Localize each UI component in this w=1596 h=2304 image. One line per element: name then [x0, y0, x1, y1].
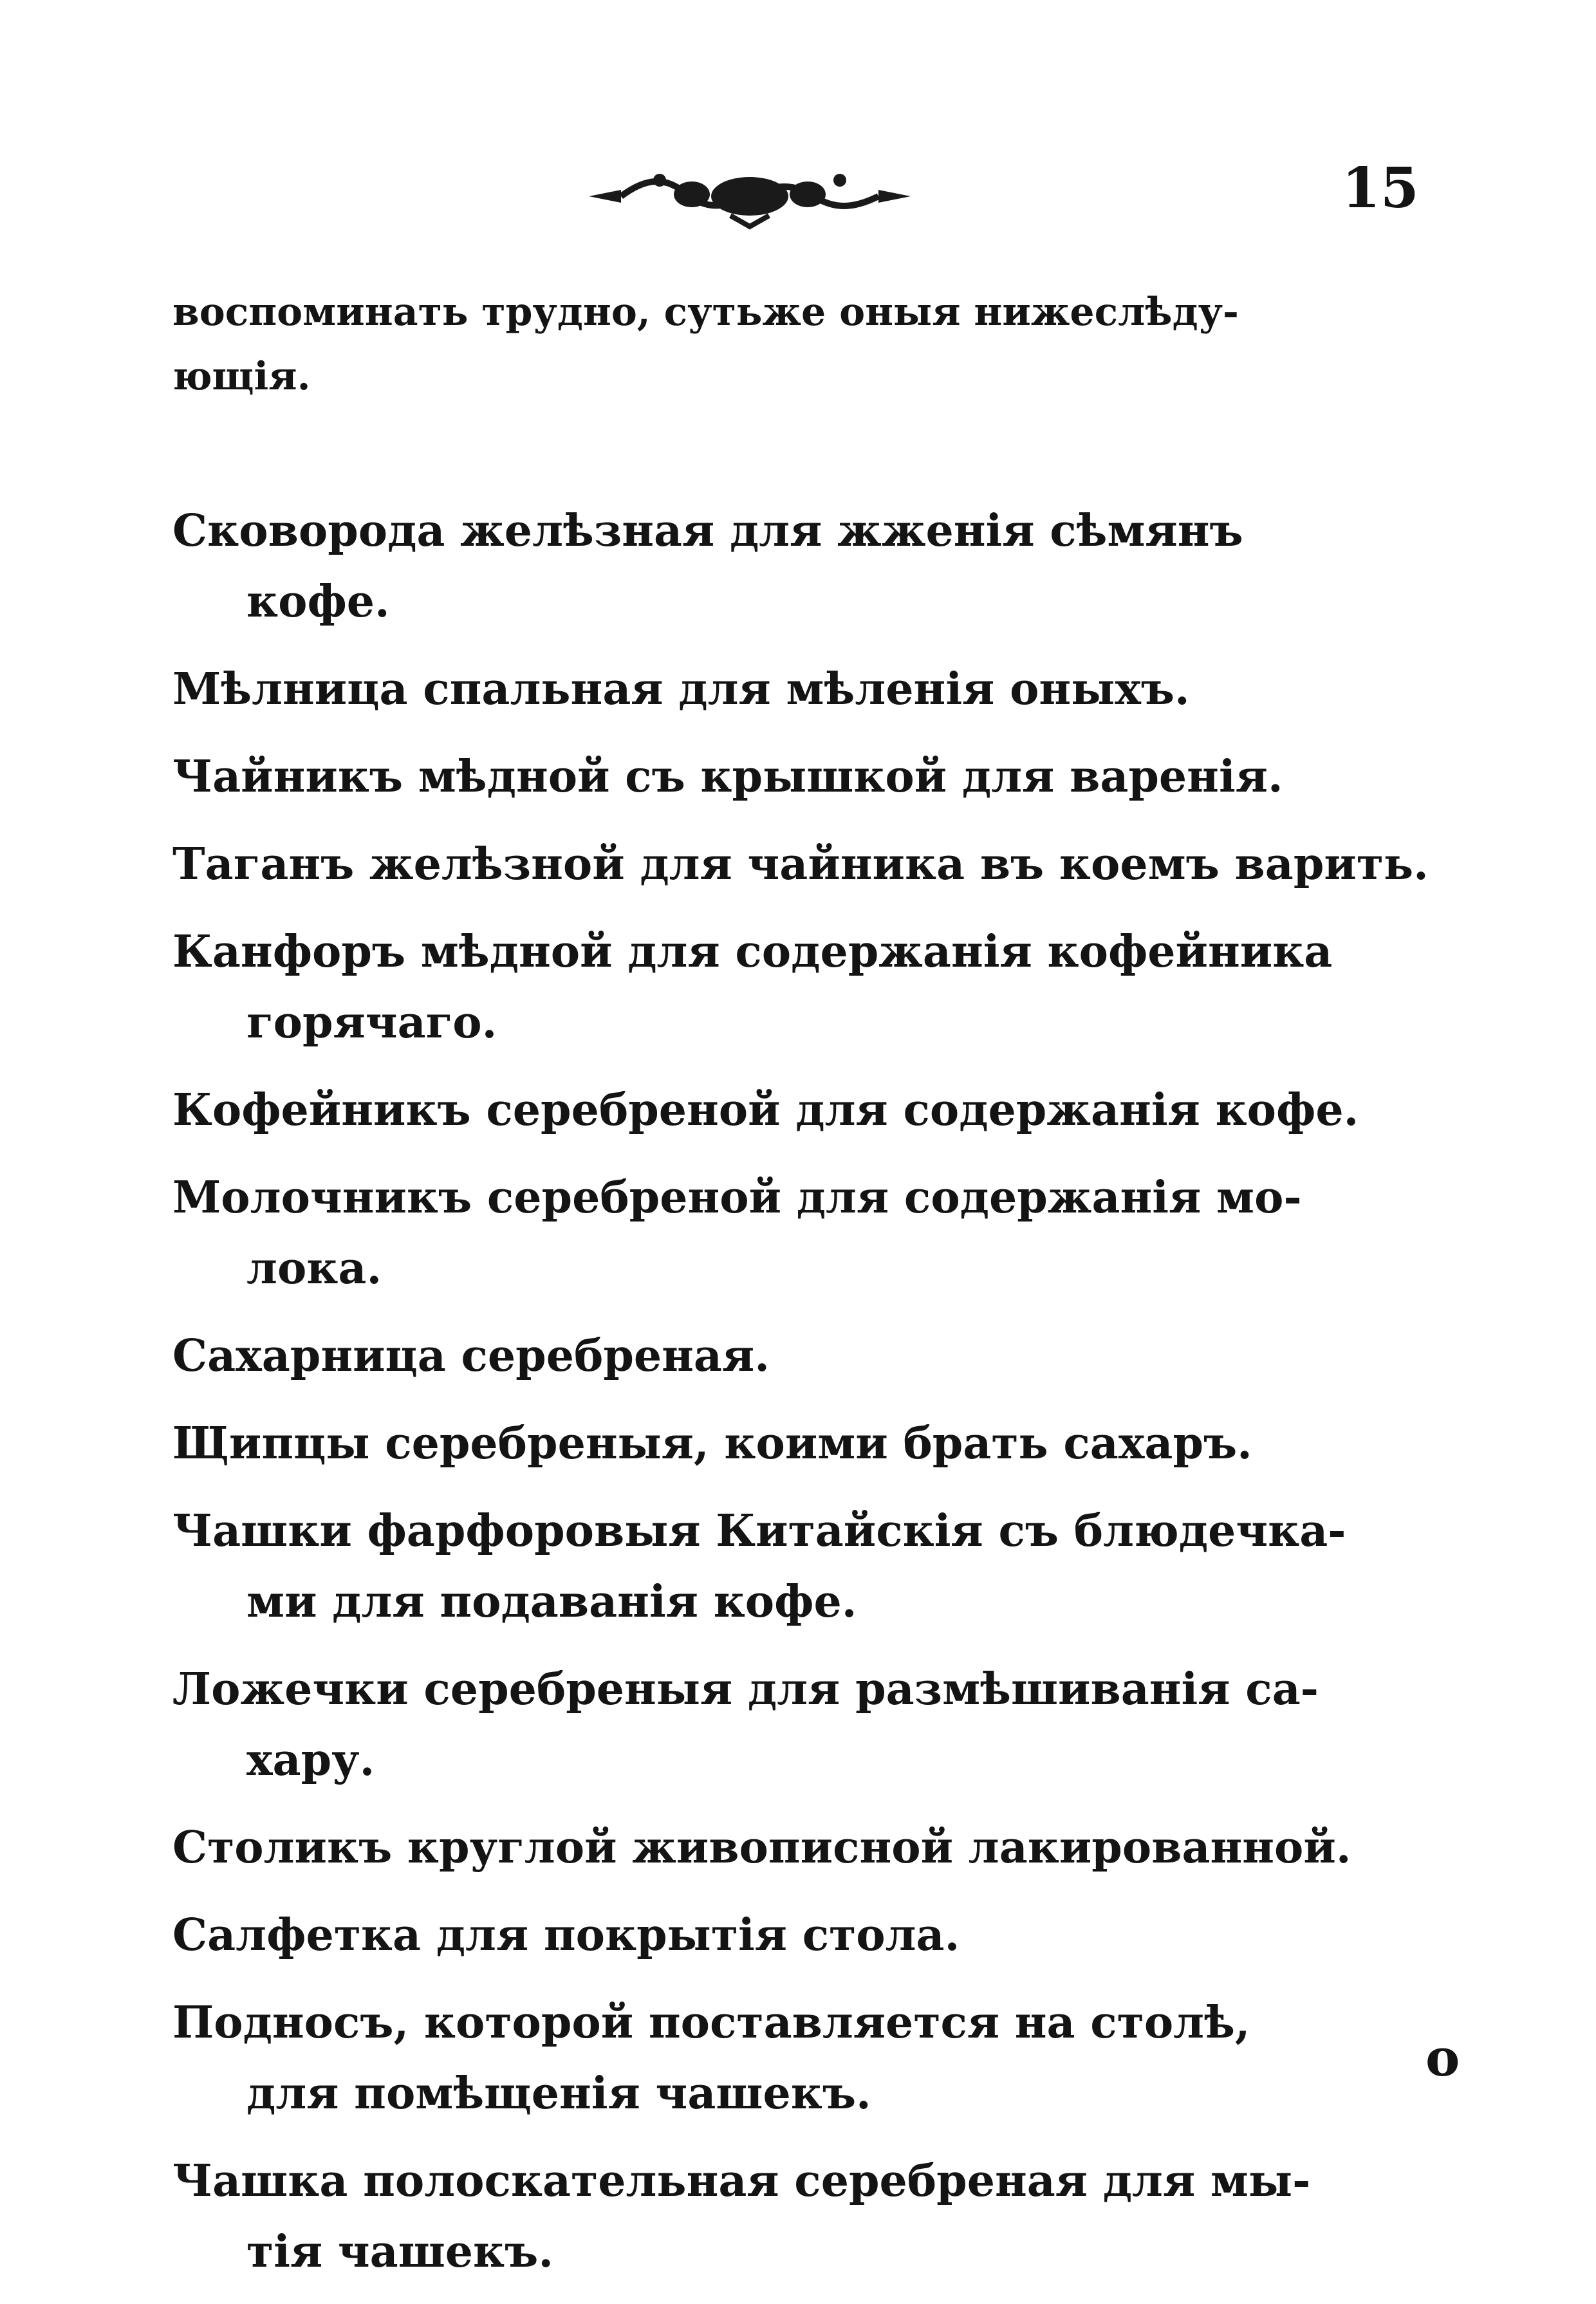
list-item: [172, 741, 1453, 812]
intro-line: воспоминать трудно, сутьже оныя нижеслѣду-: [172, 290, 1239, 335]
list-item-continuation: тія чашекъ.: [246, 2226, 553, 2278]
list-item: [172, 496, 1453, 637]
list-item: [172, 829, 1453, 900]
list-item-text: Канфоръ мѣдной для содержанія кофейника: [172, 926, 1333, 978]
list-item-text: Мѣлница спальная для мѣленія оныхъ.: [172, 664, 1190, 715]
list-item: [172, 1162, 1453, 1304]
list-item: [172, 1987, 1453, 2129]
decorative-ornament-icon: [582, 154, 917, 238]
text-block: [172, 280, 1453, 2304]
list-item: [172, 1408, 1453, 1479]
list-item-text: Сковорода желѣзная для жженія сѣмянъ: [172, 505, 1243, 557]
page-number: 15: [1342, 156, 1419, 221]
list-item-text: Молочникъ серебреной для содержанія мо-: [172, 1172, 1302, 1223]
list-item-text: Сахарница серебреная.: [172, 1330, 770, 1382]
list-item-text: Чашка полоскательная серебреная для мы-: [172, 2155, 1311, 2207]
list-item: [172, 916, 1453, 1058]
intro-paragraph: [172, 280, 1453, 409]
list-item-text: Таганъ желѣзной для чайника въ коемъ варить.: [172, 839, 1429, 890]
catchword: о: [1425, 2027, 1460, 2088]
intro-line: ющія.: [172, 354, 311, 399]
list-item-continuation: горячаго.: [246, 997, 497, 1048]
list-item-text: Салфетка для покрытія стола.: [172, 1909, 960, 1961]
list-item-continuation: хару.: [246, 1734, 375, 1786]
list-item: [172, 1496, 1453, 1637]
list-item: [172, 1900, 1453, 1971]
list-item-text: Подносъ, которой поставляется на столѣ,: [172, 1997, 1250, 2049]
list-item-text: Щипцы серебреныя, коими брать сахаръ.: [172, 1418, 1252, 1469]
list-item-text: Чайникъ мѣдной съ крышкой для варенія.: [172, 751, 1283, 803]
list-item: [172, 654, 1453, 725]
list-item-text: Чашки фарфоровыя Китайскія съ блюдечка-: [172, 1505, 1346, 1557]
list-item-continuation: ми для подаванія кофе.: [246, 1576, 857, 1628]
list-item-text: Столикъ круглой живописной лакированной.: [172, 1822, 1351, 1873]
list-item: [172, 2146, 1453, 2287]
list-item: [172, 1321, 1453, 1391]
list-item-text: Кофейникъ серебреной для содержанія кофе.: [172, 1084, 1359, 1136]
list-item: [172, 1075, 1453, 1146]
list-item-continuation: кофе.: [246, 576, 390, 627]
list-item-continuation: для помѣщенія чашекъ.: [246, 2068, 871, 2119]
list-item-text: Ложечки серебреныя для размѣшиванія са-: [172, 1664, 1319, 1715]
list-item-continuation: лока.: [246, 1243, 382, 1294]
list-item: [172, 1812, 1453, 1883]
list-item: [172, 1654, 1453, 1796]
